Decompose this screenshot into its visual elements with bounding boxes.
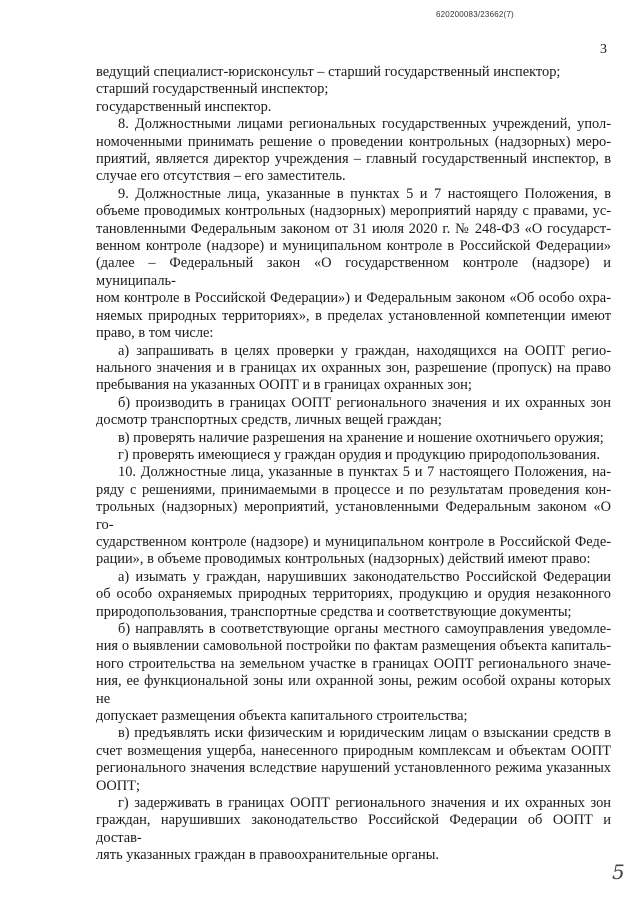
text-line: 8. Должностными лицами региональных государственных учреждений, упол-	[118, 116, 611, 133]
text-line: ведущий специалист-юрисконсульт – старший государственный инспектор;	[96, 64, 561, 80]
document-id: 620200083/23662(7)	[436, 10, 514, 19]
text-line: венном контроле (надзоре) и муниципальном контроле в Российской Федерации»	[96, 238, 611, 255]
text-line: лять указанных граждан в правоохранительные органы.	[96, 847, 439, 864]
text-line: в) проверять наличие разрешения на хранение и ношение охотничьего оружия;	[118, 429, 604, 446]
text-line: 10. Должностные лица, указанные в пунктах 5 и 7 настоящего Положения, на-	[118, 464, 611, 481]
document-body	[96, 64, 611, 865]
text-line: ряду с решениями, принимаемыми в процессе и по результатам проведения кон-	[96, 481, 611, 498]
text-line: счет возмещения ущерба, нанесенного природным комплексам и объектам ООПТ	[96, 742, 611, 759]
text-line: а) изымать у граждан, нарушивших законодательство Российской Федерации	[118, 568, 611, 585]
handwritten-page-mark: 5	[612, 860, 625, 884]
text-line: ного строительства на земельном участке в границах ООПТ регионального значе-	[96, 655, 611, 672]
text-line: г) задерживать в границах ООПТ регионального значения и их охранных зон	[118, 795, 611, 812]
text-line: ном контроле в Российской Федерации») и Федеральным законом «Об особо охра-	[96, 290, 611, 307]
text-line: старший государственный инспектор;	[96, 81, 329, 98]
text-line: номоченными принимать решение о проведении контрольных (надзорных) меро-	[96, 133, 611, 150]
text-line: нального значения и в границах их охранных зон, разрешение (пропуск) на право	[96, 359, 611, 376]
text-line: регионального значения вследствие нарушений установленного режима указанных	[96, 760, 611, 777]
text-line: государственный инспектор.	[96, 98, 272, 115]
text-line: ния, ее функциональной зоны или охранной зоны, режим особой охраны которых не	[96, 673, 611, 707]
text-line: а) запрашивать в целях проверки у граждан, находящихся на ООПТ регио-	[118, 342, 611, 359]
text-line: пребывания на указанных ООПТ и в границах охранных зон;	[96, 377, 472, 394]
text-line: няемых природных территориях», в пределах установленной компетенции имеют	[96, 307, 611, 324]
text-line: б) направлять в соответствующие органы местного самоуправления уведомле-	[118, 621, 611, 637]
text-line: сударственном контроле (надзоре) и муниципальном контроле в Российской Феде-	[96, 533, 611, 550]
text-line: право, в том числе:	[96, 325, 214, 342]
text-line: 9. Должностные лица, указанные в пунктах 5 и 7 настоящего Положения, в	[118, 185, 611, 202]
text-line: тановленными Федеральным законом от 31 июля 2020 г. № 248-ФЗ «О государст-	[96, 220, 611, 237]
page-number: 3	[600, 42, 607, 57]
text-line: ния о выявлении самовольной постройки по фактам размещения объекта капиталь-	[96, 638, 611, 655]
text-line: г) проверять имеющиеся у граждан орудия и продукцию природопользования.	[118, 446, 600, 463]
text-line: (далее – Федеральный закон «О государственном контроле (надзоре) и муниципаль-	[96, 255, 611, 289]
text-line: трольных (надзорных) мероприятий, установленными Федеральным законом «О го-	[96, 499, 611, 533]
text-line: об особо охраняемых природных территориях, продукцию и орудия незаконного	[96, 586, 611, 603]
text-line: приятий, является директор учреждения – главный государственный инспектор, в	[96, 151, 611, 168]
text-line: рации», в объеме проводимых контрольных (надзорных) действий имеют право:	[96, 551, 591, 568]
text-line: б) производить в границах ООПТ регионального значения и их охранных зон	[118, 394, 611, 411]
text-line: досмотр транспортных средств, личных вещей граждан;	[96, 412, 442, 429]
text-line: объеме проводимых контрольных (надзорных) мероприятий наряду с правами, ус-	[96, 203, 611, 220]
text-line: допускает размещения объекта капитального строительства;	[96, 708, 468, 725]
text-line: природопользования, транспортные средства и соответствующие документы;	[96, 603, 572, 620]
text-line: случае его отсутствия – его заместитель.	[96, 168, 346, 185]
text-line: граждан, нарушивших законодательство Российской Федерации об ООПТ и достав-	[96, 812, 611, 846]
text-line: в) предъявлять иски физическим и юридическим лицам о взыскании средств в	[118, 725, 611, 742]
text-line: ООПТ;	[96, 777, 140, 794]
